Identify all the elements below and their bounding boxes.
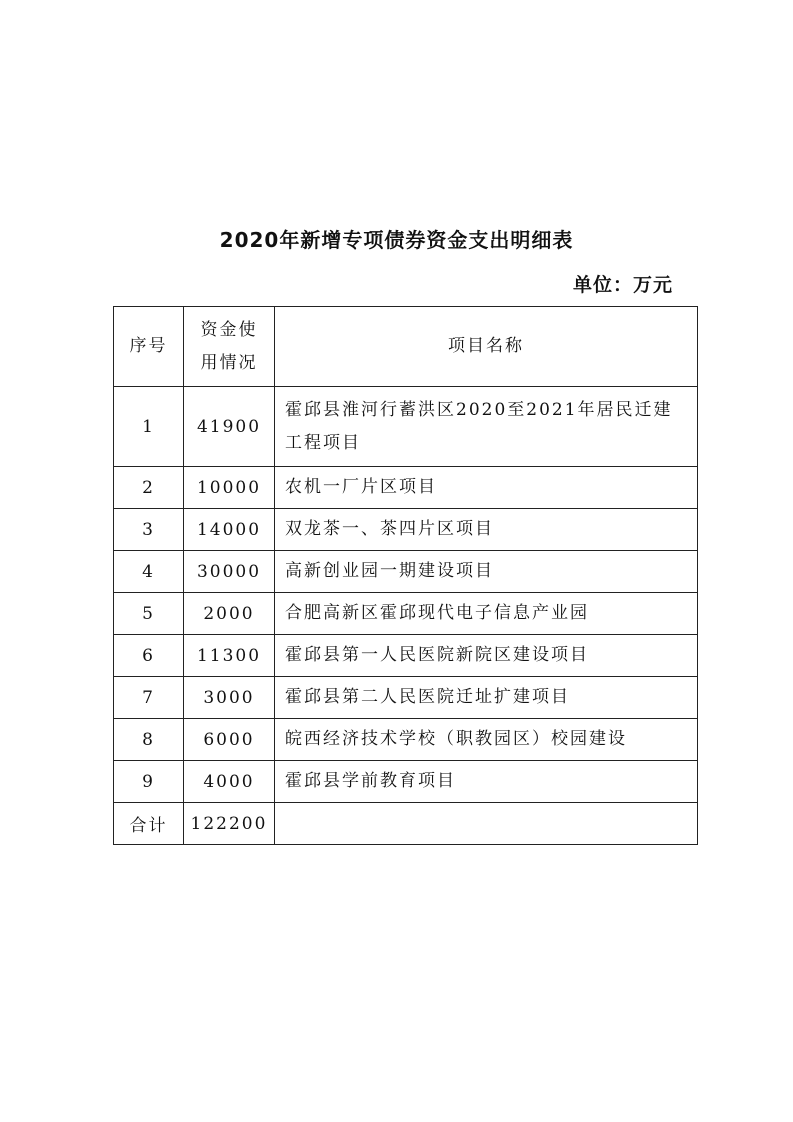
row-amount: 41900 bbox=[184, 387, 275, 467]
header-seq: 序号 bbox=[114, 307, 184, 387]
row-amount: 6000 bbox=[184, 719, 275, 761]
row-name: 农机一厂片区项目 bbox=[275, 467, 698, 509]
header-amount bbox=[184, 307, 275, 387]
row-seq: 6 bbox=[114, 635, 184, 677]
row-name: 霍邱县第一人民医院新院区建设项目 bbox=[275, 635, 698, 677]
table-row bbox=[114, 761, 698, 803]
row-amount: 3000 bbox=[184, 677, 275, 719]
table-row bbox=[114, 719, 698, 761]
row-amount: 30000 bbox=[184, 551, 275, 593]
header-name: 项目名称 bbox=[275, 307, 698, 387]
row-name: 霍邱县淮河行蓄洪区2020至2021年居民迁建工程项目 bbox=[275, 387, 698, 467]
page-title: 2020年新增专项债券资金支出明细表 bbox=[219, 228, 574, 252]
unit-label: 单位：万元 bbox=[572, 274, 673, 296]
row-amount: 14000 bbox=[184, 509, 275, 551]
table-row bbox=[114, 677, 698, 719]
table-row bbox=[114, 593, 698, 635]
row-amount: 2000 bbox=[184, 593, 275, 635]
row-seq: 2 bbox=[114, 467, 184, 509]
table-row bbox=[114, 387, 698, 467]
table-row bbox=[114, 551, 698, 593]
total-name bbox=[275, 803, 698, 845]
row-name: 双龙茶一、茶四片区项目 bbox=[275, 509, 698, 551]
row-seq: 9 bbox=[114, 761, 184, 803]
row-seq: 3 bbox=[114, 509, 184, 551]
header-amount-line2: 用情况 bbox=[200, 352, 258, 373]
row-name: 合肥高新区霍邱现代电子信息产业园 bbox=[275, 593, 698, 635]
table-row bbox=[114, 467, 698, 509]
total-label: 合计 bbox=[114, 803, 184, 845]
expenditure-table bbox=[113, 306, 698, 845]
total-amount: 122200 bbox=[184, 803, 275, 845]
table-row bbox=[114, 509, 698, 551]
table-header-row bbox=[114, 307, 698, 387]
row-name: 皖西经济技术学校（职教园区）校园建设 bbox=[275, 719, 698, 761]
row-name: 霍邱县学前教育项目 bbox=[275, 761, 698, 803]
row-seq: 5 bbox=[114, 593, 184, 635]
header-amount-line1: 资金使 bbox=[200, 319, 258, 340]
table-row bbox=[114, 635, 698, 677]
row-amount: 4000 bbox=[184, 761, 275, 803]
row-name: 高新创业园一期建设项目 bbox=[275, 551, 698, 593]
row-seq: 8 bbox=[114, 719, 184, 761]
row-seq: 7 bbox=[114, 677, 184, 719]
row-amount: 11300 bbox=[184, 635, 275, 677]
row-seq: 1 bbox=[114, 387, 184, 467]
table-total-row bbox=[114, 803, 698, 845]
row-amount: 10000 bbox=[184, 467, 275, 509]
row-seq: 4 bbox=[114, 551, 184, 593]
row-name: 霍邱县第二人民医院迁址扩建项目 bbox=[275, 677, 698, 719]
